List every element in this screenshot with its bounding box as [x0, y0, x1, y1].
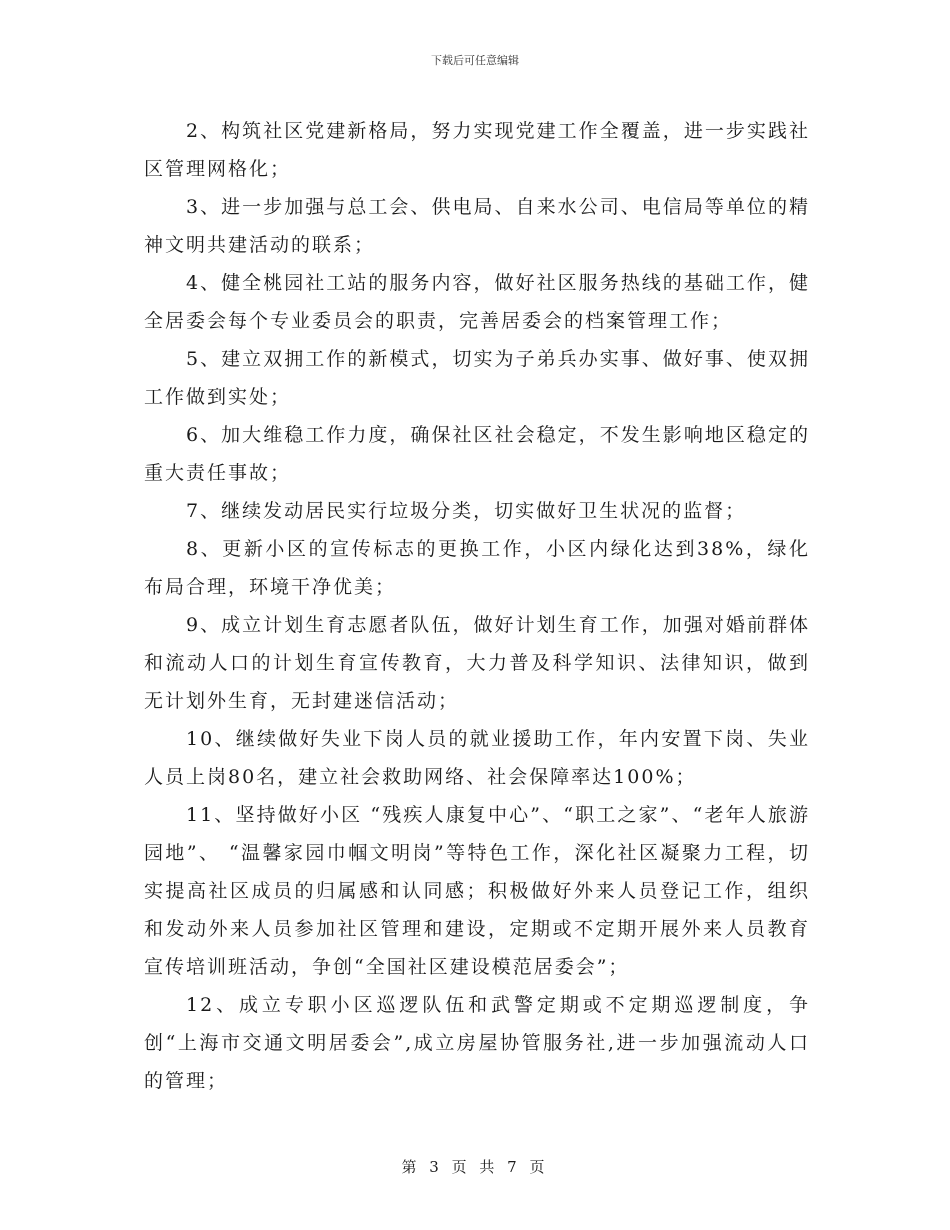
paragraph-item-5: 5、建立双拥工作的新模式，切实为子弟兵办实事、做好事、使双拥工作做到实处； — [144, 348, 810, 408]
paragraph-item-3: 3、进一步加强与总工会、供电局、自来水公司、电信局等单位的精神文明共建活动的联系； — [144, 196, 810, 256]
paragraph-item-12: 12、成立专职小区巡逻队伍和武警定期或不定期巡逻制度，争创“上海市交通文明居委会”,成立房屋协管服务社,进一步加强流动人口的管理； — [144, 994, 810, 1092]
paragraph-item-8: 8、更新小区的宣传标志的更换工作，小区内绿化达到38%，绿化布局合理，环境干净优美； — [144, 538, 810, 598]
page-number-footer: 第 3 页 共 7 页 — [401, 1158, 549, 1176]
paragraph-item-9: 9、成立计划生育志愿者队伍，做好计划生育工作，加强对婚前群体和流动人口的计划生育宣传教育，大力普及科学知识、法律知识，做到无计划外生育，无封建迷信活动； — [144, 614, 810, 712]
paragraph-item-11: 11、坚持做好小区 “残疾人康复中心”、“职工之家”、“老年人旅游园地”、 “温馨家园巾帼文明岗”等特色工作，深化社区凝聚力工程，切实提高社区成员的归属感和认同感；积极做好外来人员登记工作，组织和发动外来人员参加社区管理和建设，定期或不定期开展外来人员教育宣传培训班活动，争创“全国社区建设模范居委会”； — [144, 804, 810, 978]
paragraph-item-7: 7、继续发动居民实行垃圾分类，切实做好卫生状况的监督； — [186, 500, 747, 522]
document-body — [144, 112, 810, 1100]
paragraph-item-4: 4、健全桃园社工站的服务内容，做好社区服务热线的基础工作，健全居委会每个专业委员会的职责，完善居委会的档案管理工作； — [144, 272, 810, 332]
paragraph-item-6: 6、加大维稳工作力度，确保社区社会稳定，不发生影响地区稳定的重大责任事故； — [144, 424, 810, 484]
paragraph-item-10: 10、继续做好失业下岗人员的就业援助工作，年内安置下岗、失业人员上岗80名，建立社会救助网络、社会保障率达100%； — [144, 728, 810, 788]
paragraph-item-2: 2、构筑社区党建新格局，努力实现党建工作全覆盖，进一步实践社区管理网格化； — [144, 120, 810, 180]
page-header: 下载后可任意编辑 — [431, 54, 519, 67]
